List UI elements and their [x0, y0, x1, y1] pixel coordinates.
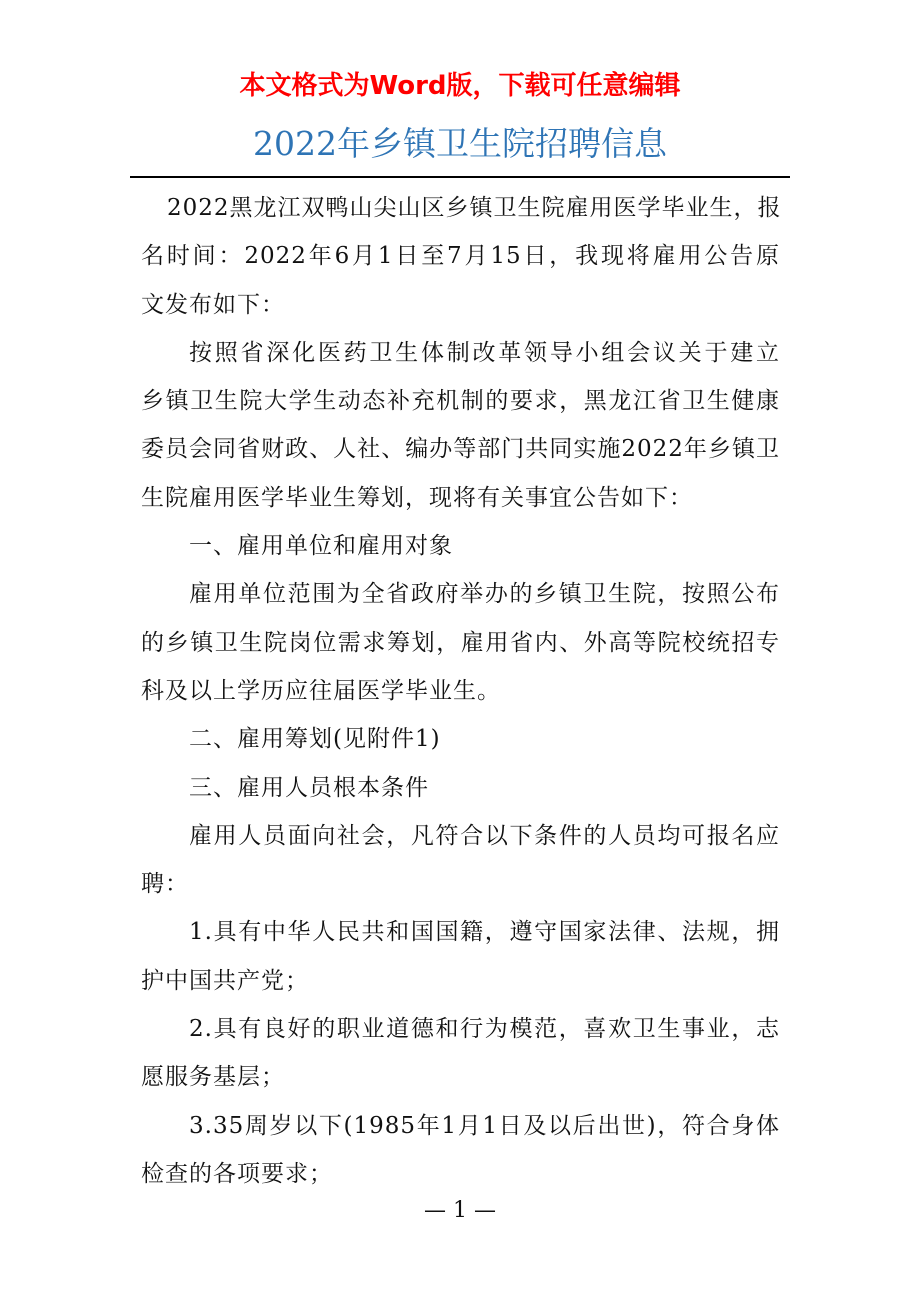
paragraph-line: 聘：	[141, 871, 189, 898]
document-title: 2022年乡镇卫生院招聘信息	[253, 124, 667, 163]
paragraph-line: 二、雇用筹划(见附件1)	[189, 726, 441, 753]
paragraph	[141, 184, 780, 329]
paragraph-line: 三、雇用人员根本条件	[189, 774, 429, 801]
paragraph-line: 乡镇卫生院大学生动态补充机制的要求，黑龙江省卫生健康	[141, 388, 780, 415]
header-rule	[130, 176, 790, 178]
page-number: — 1 —	[424, 1198, 496, 1223]
paragraph-line: 2022黑龙江双鸭山尖山区乡镇卫生院雇用医学毕业生，报	[167, 195, 782, 221]
paragraph-line: 的乡镇卫生院岗位需求筹划，雇用省内、外高等院校统招专	[141, 629, 780, 656]
paragraph	[141, 764, 780, 812]
paragraph-line: 按照省深化医药卫生体制改革领导小组会议关于建立	[189, 339, 780, 366]
paragraph-line: 雇用单位范围为全省政府举办的乡镇卫生院，按照公布	[189, 581, 780, 608]
paragraph-line: 名时间：2022年6月1日至7月15日，我现将雇用公告原	[141, 243, 780, 270]
paragraph	[141, 715, 780, 763]
paragraph-line: 科及以上学历应往届医学毕业生。	[141, 677, 501, 704]
paragraph-line: 1.具有中华人民共和国国籍，遵守国家法律、法规，拥	[189, 919, 780, 946]
paragraph-line: 一、雇用单位和雇用对象	[189, 533, 453, 560]
word-format-notice: 本文格式为Word版，下载可任意编辑	[239, 71, 681, 101]
paragraph-line: 3.35周岁以下(1985年1月1日及以后出世)，符合身体	[189, 1112, 780, 1139]
document-body	[141, 184, 780, 1198]
paragraph	[141, 522, 780, 570]
paragraph-line: 2.具有良好的职业道德和行为模范，喜欢卫生事业，志	[189, 1016, 780, 1043]
paragraph	[141, 812, 780, 909]
paragraph-line: 文发布如下：	[141, 291, 285, 318]
paragraph-line: 生院雇用医学毕业生筹划，现将有关事宜公告如下：	[141, 484, 693, 511]
paragraph-line: 护中国共产党；	[141, 967, 309, 994]
paragraph-line: 雇用人员面向社会，凡符合以下条件的人员均可报名应	[189, 822, 780, 849]
paragraph	[141, 908, 780, 1005]
paragraph-line: 愿服务基层；	[141, 1064, 285, 1091]
paragraph	[141, 1102, 780, 1199]
paragraph-line: 委员会同省财政、人社、编办等部门共同实施2022年乡镇卫	[141, 436, 780, 463]
paragraph	[141, 570, 780, 715]
paragraph-line: 检查的各项要求；	[141, 1160, 333, 1187]
paragraph	[141, 1005, 780, 1102]
paragraph	[141, 329, 780, 522]
